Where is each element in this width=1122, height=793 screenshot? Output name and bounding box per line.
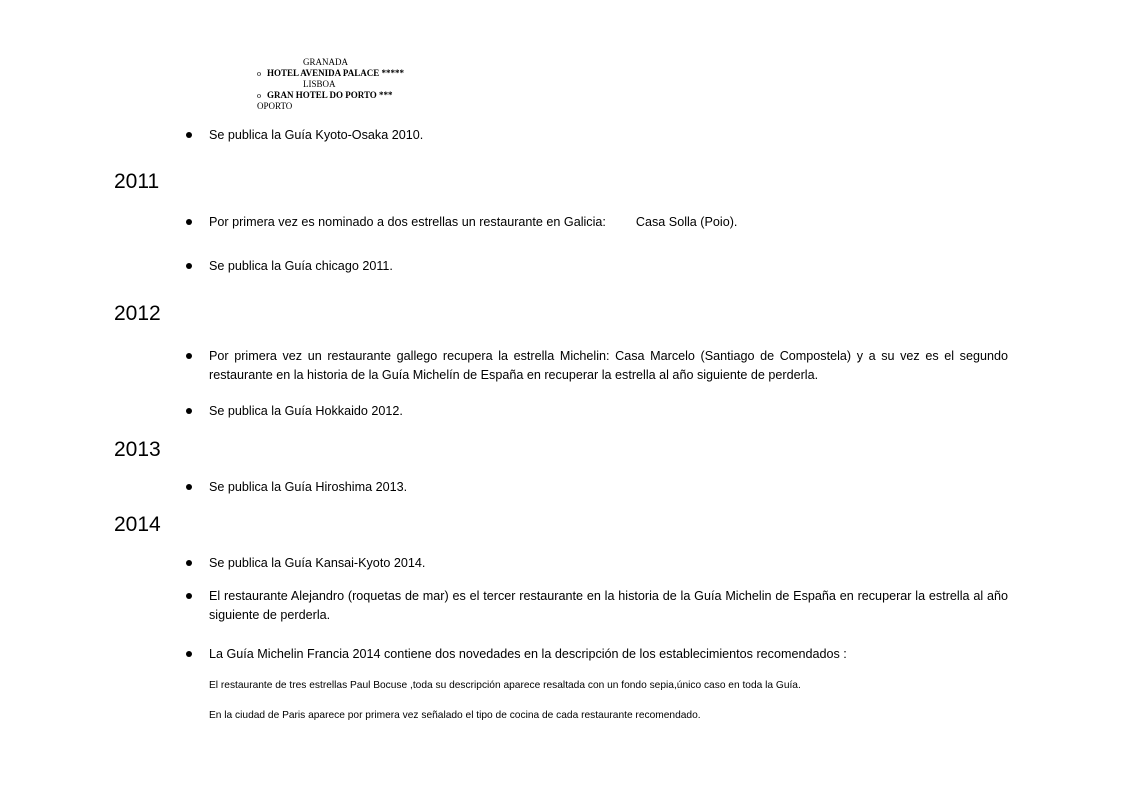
bullet-icon (186, 408, 192, 414)
hotel-gran-porto (257, 90, 393, 101)
item-text: Se publica la Guía Hokkaido 2012. (209, 404, 403, 418)
list-item (186, 478, 1008, 497)
year-heading-2011: 2011 (114, 170, 160, 193)
item-text: Se publica la Guía Kyoto-Osaka 2010. (209, 128, 424, 142)
bullet-icon (186, 219, 192, 225)
year-heading-2012: 2012 (114, 302, 161, 325)
sub-note: El restaurante de tres estrellas Paul Bocuse ,toda su descripción aparece resaltada con un fondo sepia,único caso en toda la Guía. (209, 680, 801, 691)
list-item (186, 587, 1008, 625)
city-lisboa: LISBOA (303, 79, 336, 89)
bullet-icon (186, 484, 192, 490)
list-item (186, 213, 1008, 232)
year-heading-2014: 2014 (114, 513, 161, 536)
item-text: Se publica la Guía Kansai-Kyoto 2014. (209, 556, 426, 570)
bullet-icon (186, 560, 192, 566)
list-item (186, 645, 1008, 664)
item-text: La Guía Michelin Francia 2014 contiene dos novedades en la descripción de los establecimientos recomendados : (209, 647, 847, 661)
bullet-icon (186, 651, 192, 657)
sub-note: En la ciudad de Paris aparece por primera vez señalado el tipo de cocina de cada restaurante recomendado. (209, 710, 701, 721)
list-marker: o (257, 91, 261, 100)
bullet-icon (186, 593, 192, 599)
list-item (186, 554, 1008, 573)
list-item (186, 257, 1008, 276)
item-text: El restaurante Alejandro (roquetas de mar) es el tercer restaurante en la historia de la Guía Michelin de España en recuperar la estrella al año siguiente de perderla. (209, 589, 1008, 622)
list-marker: o (257, 69, 261, 78)
item-text: Se publica la Guía Hiroshima 2013. (209, 480, 408, 494)
city-oporto: OPORTO (257, 101, 293, 111)
hotel-name: HOTEL AVENIDA PALACE ***** (267, 68, 404, 78)
hotel-avenida-palace (257, 68, 404, 79)
item-text: Por primera vez un restaurante gallego recupera la estrella Michelin: Casa Marcelo (Santiago de Compostela) y a su vez es el segundo restaurante en la historia de la Guía Michelín de España en recuperar la estrella al año siguiente de perderla. (209, 349, 1008, 382)
item-text (209, 213, 1008, 232)
bullet-icon (186, 263, 192, 269)
hotel-name: GRAN HOTEL DO PORTO *** (267, 90, 393, 100)
list-item (186, 347, 1008, 385)
bullet-icon (186, 353, 192, 359)
item-text-part: Casa Solla (Poio). (635, 215, 738, 229)
bullet-icon (186, 132, 192, 138)
item-text-part: Por primera vez es nominado a dos estrellas un restaurante en Galicia: (209, 215, 606, 229)
list-item (186, 402, 1008, 421)
list-item (186, 126, 1008, 145)
item-text: Se publica la Guía chicago 2011. (209, 259, 393, 273)
city-granada: GRANADA (303, 57, 348, 67)
year-heading-2013: 2013 (114, 438, 161, 461)
